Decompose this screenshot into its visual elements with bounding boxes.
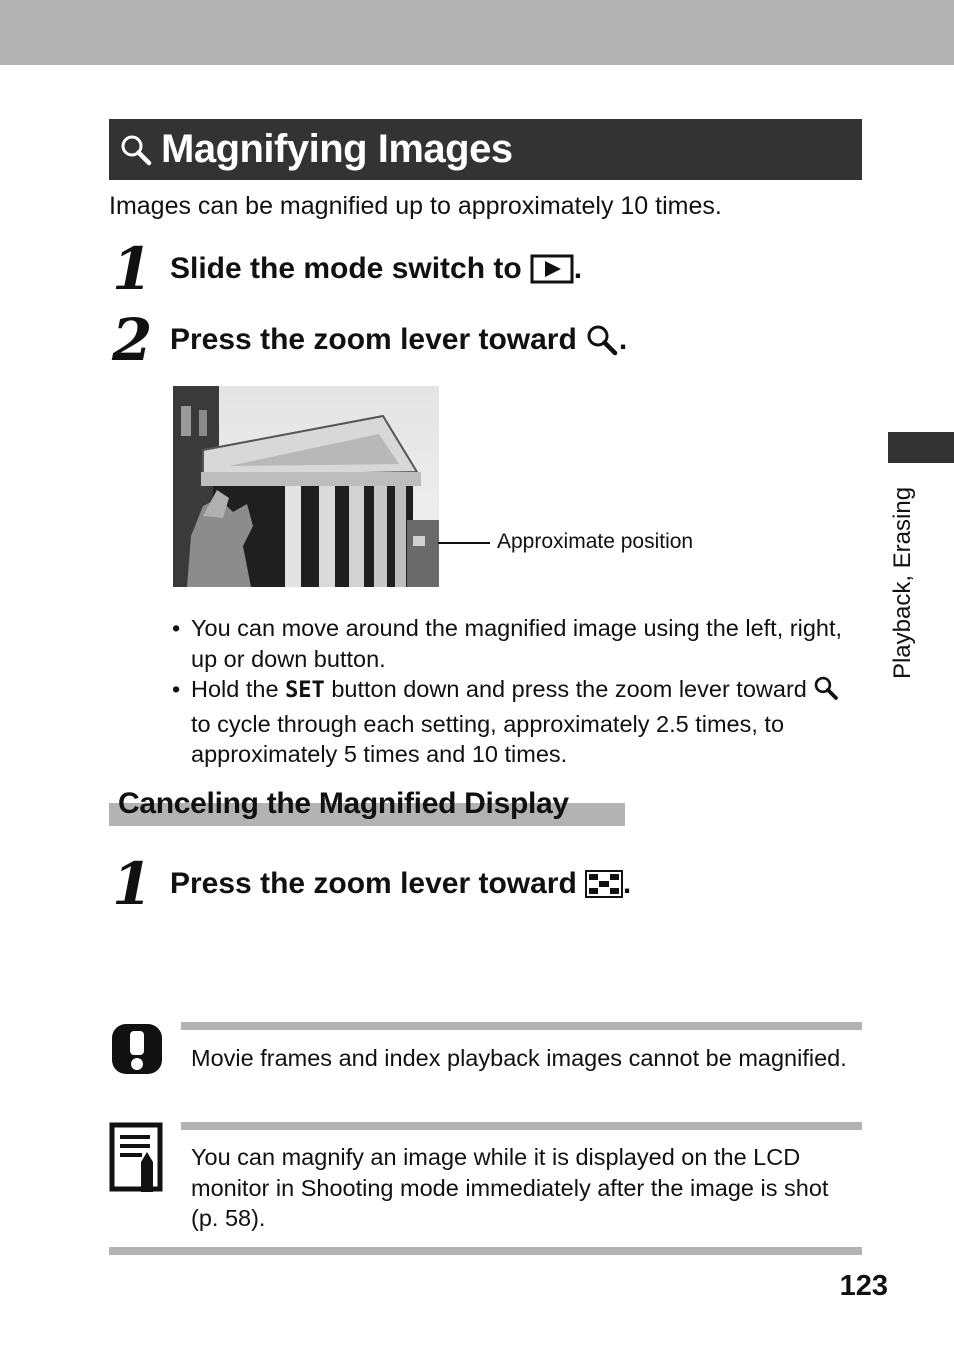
magnify-icon [585, 323, 619, 357]
set-button-label: SET [285, 678, 325, 703]
side-tab-label: Playback, Erasing [889, 486, 916, 680]
magnified-photo [173, 386, 439, 587]
caution-rule [181, 1022, 862, 1030]
section-title-bar [109, 119, 862, 180]
index-icon [585, 870, 623, 898]
memo-note: You can magnify an image while it is displayed on the LCD monitor in Shooting mode immediately after the image is shot (p. 58). [191, 1144, 829, 1231]
step-2 [112, 306, 628, 374]
step-number: 1 [112, 235, 153, 303]
subsection-heading: Canceling the Magnified Display [118, 787, 569, 820]
step-text [170, 252, 582, 286]
step-label: Slide the mode switch to [170, 252, 522, 285]
step-suffix: . [573, 252, 583, 285]
step-number: 1 [112, 850, 153, 918]
caution-note: Movie frames and index playback images cannot be magnified. [191, 1045, 847, 1071]
page-number: 123 [839, 1270, 888, 1302]
cancel-step-1 [112, 850, 632, 918]
step-label: Press the zoom lever toward [170, 323, 577, 356]
playback-icon [530, 254, 574, 284]
step-1 [112, 235, 583, 303]
side-tab-marker [888, 432, 954, 463]
bottom-rule [109, 1247, 862, 1255]
magnify-icon [813, 675, 839, 709]
caution-icon [109, 1021, 165, 1077]
bullet-list [172, 613, 862, 770]
step-text [170, 867, 631, 901]
step-number: 2 [112, 306, 153, 374]
memo-icon [109, 1122, 165, 1194]
intro-text: Images can be magnified up to approximately 10 times. [109, 192, 722, 220]
list-item: • Hold the SET button down and press the zoom lever toward to cycle through each setting, approximately 2.5 times, to approximately 5 times and 10 times. [172, 674, 862, 770]
bullet-text: Hold the SET button down and press the zoom lever toward to cycle through each setting, approximately 2.5 times, to approximately 5 times and 10 times. [191, 674, 862, 770]
bullet-text: You can move around the magnified image using the left, right, up or down button. [191, 615, 843, 672]
step-label: Press the zoom lever toward [170, 867, 577, 900]
page-title: Magnifying Images [161, 127, 513, 171]
list-item: • You can move around the magnified image using the left, right, up or down button. [172, 613, 862, 674]
magnify-icon [119, 132, 155, 168]
step-suffix: . [622, 867, 632, 900]
memo-rule [181, 1122, 862, 1130]
callout-label: Approximate position [497, 530, 694, 553]
header-band [0, 0, 954, 65]
step-text [170, 323, 627, 357]
callout-line [438, 542, 490, 544]
step-suffix: . [618, 323, 628, 356]
